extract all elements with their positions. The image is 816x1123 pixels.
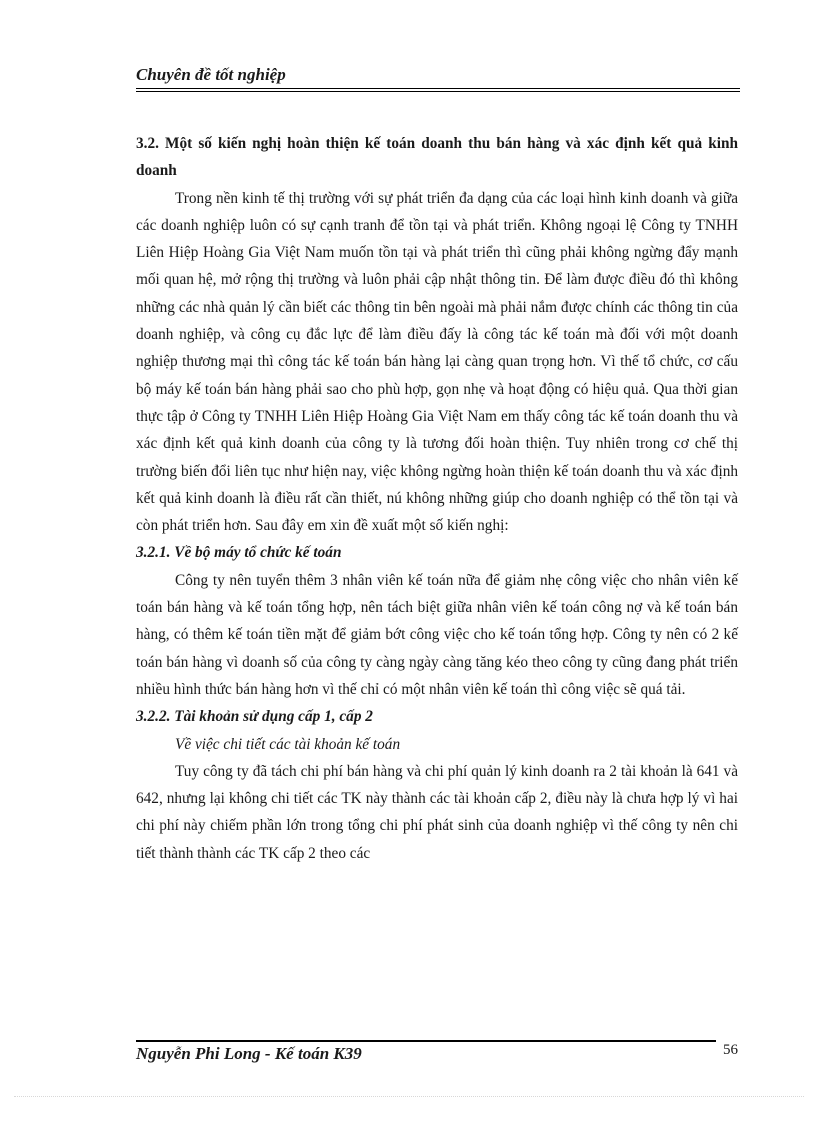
subsection-1-title: 3.2.1. Về bộ máy tổ chức kế toán [136,544,342,562]
subsection-2-paragraph: Tuy công ty đã tách chi phí bán hàng và chi phí quản lý kinh doanh ra 2 tài khoản là 641 và 642, nhưng lại không chi tiết các TK này thành các tài khoản cấp 2, điều này là chưa hợp lý vì hai chi phí này chiếm phần lớn trong tổng chi phí phát sinh của doanh nghiệp vì thế công ty nên chi tiết thành thành các TK cấp 2 theo các [136,762,738,862]
section-title: 3.2. Một số kiến nghị hoàn thiện kế toán doanh thu bán hàng và xác định kết quả kinh doanh [136,135,738,180]
subsection-1-paragraph: Công ty nên tuyển thêm 3 nhân viên kế toán nữa để giảm nhẹ công việc cho nhân viên kế toán bán hàng và kế toán tổng hợp, nên tách biệt giữa nhân viên kế toán công nợ và kế toán bán hàng, có thêm kế toán tiền mặt để giảm bớt công việc cho kế toán tổng hợp. Công ty nên có 2 kế toán bán hàng vì doanh số của công ty càng ngày càng tăng kéo theo công ty cũng đang phát triển nhiều hình thức bán hàng hơn vì thế chỉ có một nhân viên kế toán thì công việc sẽ quá tải. [136,571,738,698]
page-content [136,130,738,867]
header-title: Chuyên đề tốt nghiệp [136,65,286,84]
intro-paragraph: Trong nền kinh tế thị trường với sự phát triển đa dạng của các loại hình kinh doanh và giữa các doanh nghiệp luôn có sự cạnh tranh để tồn tại và phát triển. Không ngoại lệ Công ty TNHH Liên Hiệp Hoàng Gia Việt Nam muốn tồn tại và phát triển thì cũng phải không ngừng đẩy mạnh mối quan hệ, mở rộng thị trường và luôn phải cập nhật thông tin. Để làm được điều đó thì không những các nhà quản lý cần biết các thông tin bên ngoài mà phải nắm được chính các thông tin của doanh nghiệp, và công cụ đắc lực để làm điều đấy là công tác kế toán mà đối với một doanh nghiệp thương mại thì công tác kế toán bán hàng lại càng quan trọng hơn. Vì thế tổ chức, cơ cấu bộ máy kế toán bán hàng phải sao cho phù hợp, gọn nhẹ và hoạt động có hiệu quả. Qua thời gian thực tập ở Công ty TNHH Liên Hiệp Hoàng Gia Việt Nam em thấy công tác kế toán doanh thu và xác định kết quả kinh doanh của công ty là tương đối hoàn thiện. Tuy nhiên trong cơ chế thị trường biến đổi liên tục như hiện nay, việc không ngừng hoàn thiện kế toán doanh thu và xác định kết quả kinh doanh là điều rất cần thiết, nú không những giúp cho doanh nghiệp có thể tồn tại và còn phát triển hơn. Sau đây em xin đề xuất một số kiến nghị: [136,189,738,535]
page-header [136,64,740,92]
subsection-2-title: 3.2.2. Tài khoản sử dụng cấp 1, cấp 2 [136,708,373,726]
header-rule [136,88,740,92]
footer-rule [136,1040,716,1042]
page-footer [136,1040,740,1063]
page-number: 56 [723,1042,738,1058]
subsection-2-italic-line: Về việc chi tiết các tài khoản kế toán [175,735,401,753]
footer-author: Nguyễn Phi Long - Kế toán K39 [136,1044,362,1063]
page-edge-divider [14,1096,804,1097]
